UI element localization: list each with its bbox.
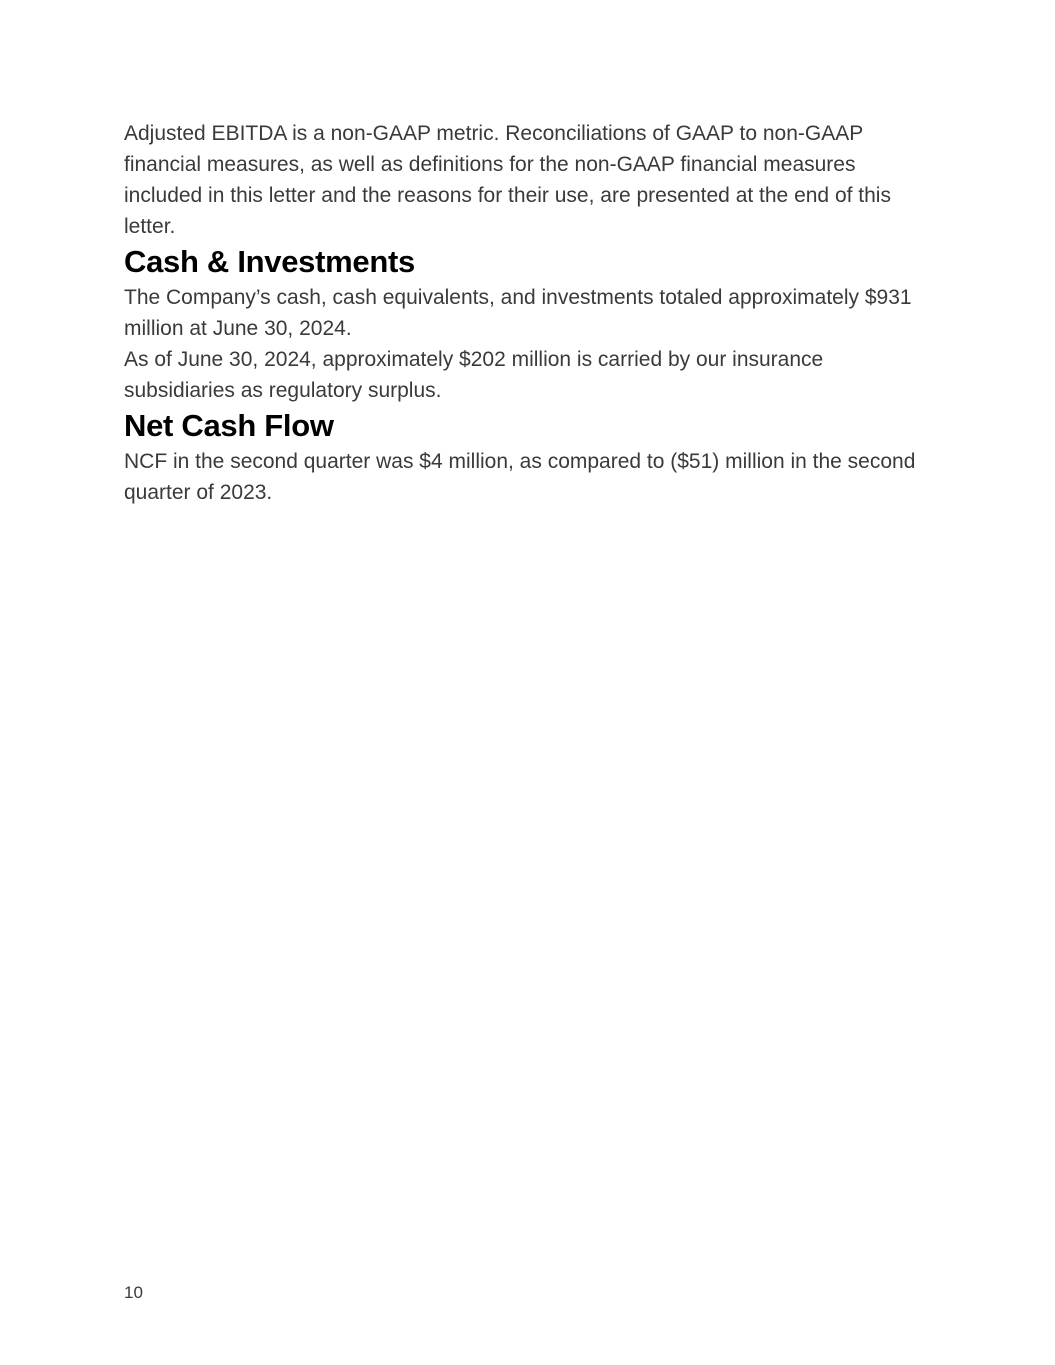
net-cash-flow-paragraph: NCF in the second quarter was $4 million, as compared to ($51) million in the second quarter of 2023.: [124, 450, 916, 504]
cash-investments-paragraph-2: As of June 30, 2024, approximately $202 million is carried by our insurance subsidiaries as regulatory surplus.: [124, 348, 824, 402]
cash-investments-paragraph-1: The Company’s cash, cash equivalents, and investments totaled approximately $931 million at June 30, 2024.: [124, 286, 912, 340]
page-content: [124, 118, 934, 508]
intro-paragraph: Adjusted EBITDA is a non-GAAP metric. Reconciliations of GAAP to non-GAAP financial measures, as well as definitions for the non-GAAP financial measures included in this letter and the reasons for their use, are presented at the end of this letter.: [124, 122, 891, 238]
section-heading-cash-investments: Cash & Investments: [124, 244, 415, 279]
page-number: 10: [124, 1283, 143, 1302]
section-heading-net-cash-flow: Net Cash Flow: [124, 408, 334, 443]
